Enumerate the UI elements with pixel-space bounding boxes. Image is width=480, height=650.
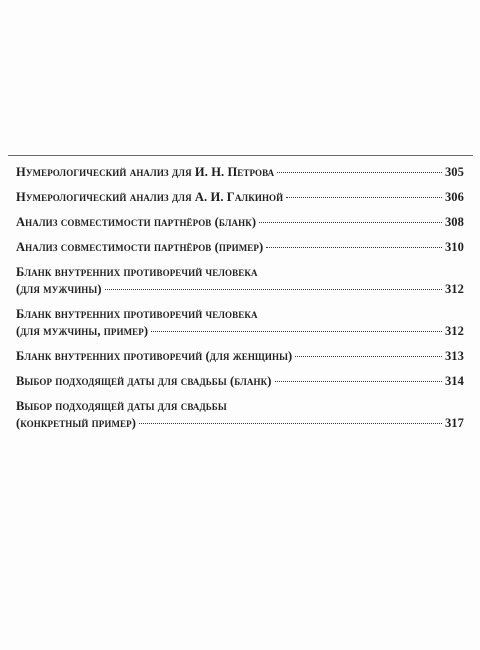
toc-entry-title-line1: Бланк внутренних противоречий человека [16,265,258,279]
toc-page-number: 313 [444,349,464,363]
dot-leader [259,222,442,223]
toc-entry-title: Нумерологический анализ для И. Н. Петрова [16,165,275,179]
toc-page-number: 312 [444,282,464,296]
toc-entry-title-line1: Бланк внутренних противоречий человека [16,307,258,321]
toc-entry-title-line2: (для мужчины) [16,282,102,296]
toc-entry-contradictions-woman [16,348,464,365]
toc-entry-petrov [16,164,464,181]
toc-page-number: 305 [444,165,464,179]
toc-entry-galkina [16,189,464,206]
toc-page-number: 312 [444,324,464,338]
toc-entry-compatibility-example [16,239,464,256]
toc-entry-compatibility-blank [16,214,464,231]
toc-entry-title: Анализ совместимости партнёров (бланк) [16,215,257,229]
dot-leader [105,289,442,290]
table-of-contents [16,164,464,440]
toc-entry-contradictions-man [16,264,464,298]
dot-leader [139,423,442,424]
toc-entry-title: Бланк внутренних противоречий (для женщины) [16,349,293,363]
toc-entry-title: Выбор подходящей даты для свадьбы (бланк) [16,374,272,388]
dot-leader [295,356,442,357]
toc-page-number: 308 [444,215,464,229]
toc-entry-title-line2: (для мужчины, пример) [16,324,149,338]
top-rule [8,155,473,156]
toc-entry-wedding-blank [16,373,464,390]
toc-entry-title-line2: (конкретный пример) [16,416,137,430]
toc-page-number: 314 [444,374,464,388]
dot-leader [277,172,442,173]
toc-page-number: 306 [444,190,464,204]
dot-leader [151,331,442,332]
dot-leader [275,381,442,382]
toc-page-number: 317 [444,416,464,430]
dot-leader [286,197,442,198]
toc-entry-title: Анализ совместимости партнёров (пример) [16,240,264,254]
toc-entry-wedding-example [16,398,464,432]
toc-entry-title: Нумерологический анализ для А. И. Галкиной [16,190,284,204]
dot-leader [266,247,442,248]
toc-page-number: 310 [444,240,464,254]
toc-entry-contradictions-man-example [16,306,464,340]
toc-entry-title-line1: Выбор подходящей даты для свадьбы [16,399,227,413]
